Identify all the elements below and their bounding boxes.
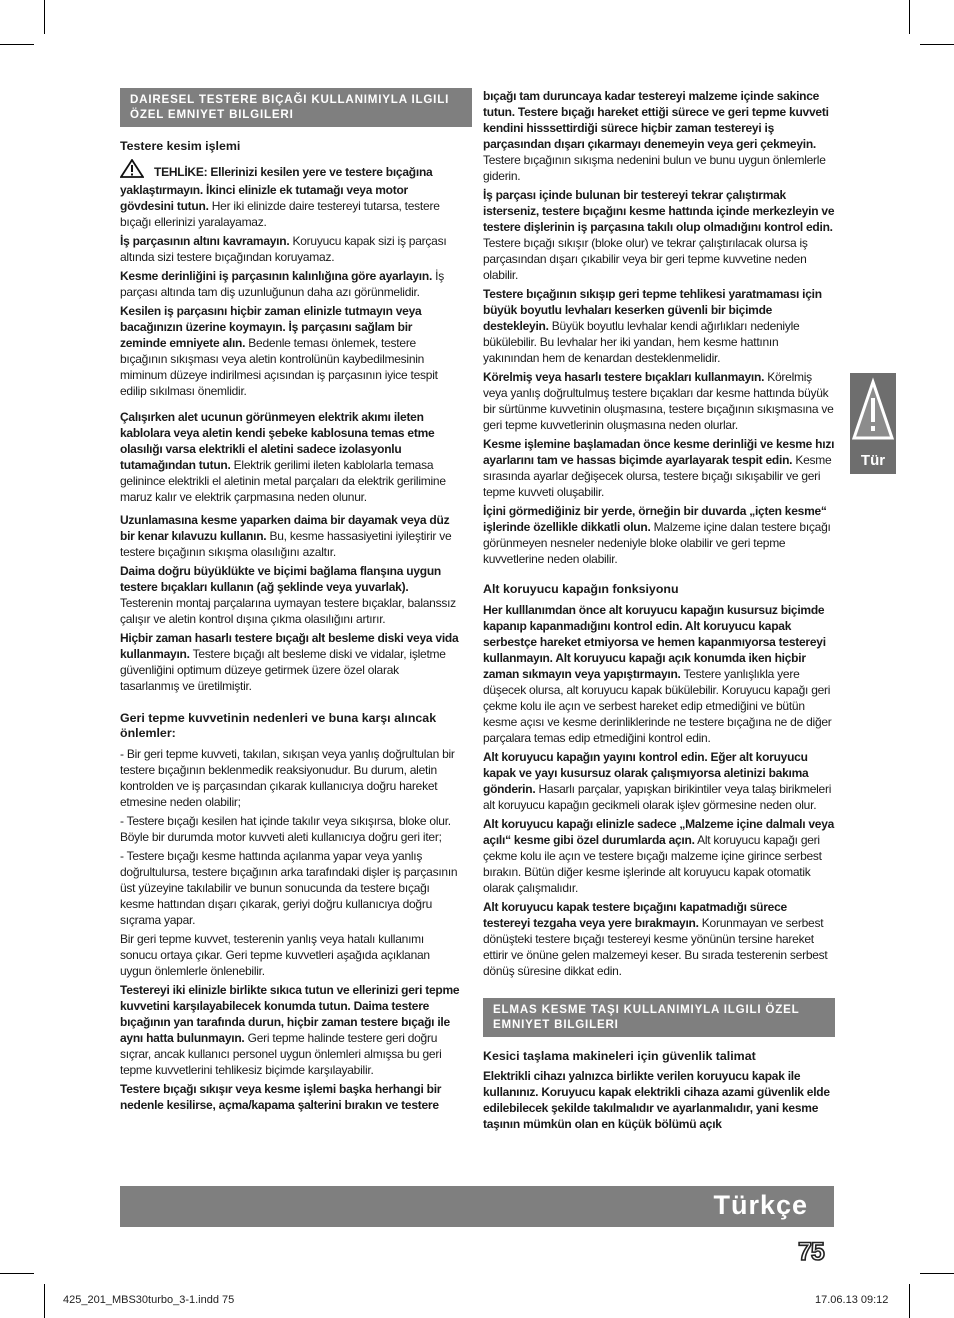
paragraph: Testere bıçağı sıkışır veya kesme işlemi başka herhangi bir nedenle kesilirse, açma/kapama şalterini bırakın ve testere: [120, 1081, 442, 1112]
paragraph: Çalışırken alet ucunun görünmeyen elektrik akımı ileten kablolara veya aletin kendi şebeke kablosuna temas etme olasılığı varsa elektrikli el aletini sadece izolasyonlu tutamağından tutun. Elektrik gerilimi ileten kablolarla temasa gelinince elektrikli el aletinin metal parçaları da elektrik gerilimine maruz kalır ve elektrik çarpmasına neden olunur.: [120, 409, 446, 504]
paragraph: Kesme işlemine başlamadan önce kesme derinliği ve kesme hızı ayarlarını tam ve hassas biçimde ayarlayarak tespit edin. Kesme sırasında ayarlar değişecek olursa, testere bıçağı sıkışabilir ve geri tepme kuvveti oluşabilir.: [483, 437, 835, 499]
subheading-sawing: Testere kesim işlemi: [120, 139, 241, 153]
footer-timestamp: 17.06.13 09:12: [815, 1294, 889, 1306]
warning-icon: [120, 159, 144, 182]
paragraph: bıçağı tam duruncaya kadar testereyi malzeme içinde sakince tutun. Testere bıçağı hareket ettiği sürece ve geri tepme kuvveti kendini hisssettirdiği sürece hiçbir zaman testereyi iş parçasından dışarı çıkarmayı denemeyin veya geri çekmeyin. Testere bıçağının sıkışma nedenini bulun ve bunu uygun önlemlerle giderin.: [483, 89, 829, 183]
paragraph: Testere bıçağının sıkışıp geri tepme tehlikesi yaratmaması için büyük boyutlu levhaları keserken güvenli bir biçimde destekleyin. Büyük boyutlu levhalar kendi ağırlıkları nedeniyle bükülebilir. Bu levhalar her iki yandan, hem kesme hattının yakınından hem de kenardan desteklenmelidir.: [483, 287, 822, 365]
paragraph: Her kulllanımdan önce alt koruyucu kapağın kusursuz biçimde kapanıp kapanmadığını kontrol edin. Alt koruyucu kapak serbestçe hareket etmiyorsa ve hemen kapanmıyorsa testereyi kullanmayın. Alt koruyucu kapağı açık konumda iken hiçbir zaman sıkmayın veya yapıştırmayın. Testere yanlışlıkla yere düşecek olursa, alt koruyucu kapak bükülebilir. Koruyucu kapağı geri çekme kolu ile açın ve serbest hareket edip etmediğini ve bütün kesme açısı ve kesme derinliklerinde ne testere bıçağına ne de diğer parçalara temas edip etmediğini kontrol edin.: [483, 602, 832, 745]
right-column: [483, 88, 835, 1135]
side-tab-label: Tür: [860, 452, 886, 469]
paragraph: Daima doğru büyüklükte ve biçimi bağlama flanşına uygun testere bıçakları kullanın (ağ şeklinde veya yuvarlak). Testerenin montaj parçalarına uymayan testere bıçaklar, balanssız çalışır ve aletin kontrol dışına çıkma olasılığını artırır.: [120, 563, 456, 626]
paragraph: Alt koruyucu kapağın yayını kontrol edin. Eğer alt koruyucu kapak ve yayı kusursuz olarak çalışmıyorsa aletinizi bakıma gönderin. Hasarlı parçalar, yapışkan birikintiler veya talaş birikmeleri alt koruyucu kapağın gecikmeli olarak işlev görmesine neden olur.: [483, 749, 832, 812]
paragraph: Kesilen iş parçasını hiçbir zaman elinizle tutmayın veya bacağınızın üzerine koymayın. İş parçasını sağlam bir zeminde emniyete alın. Bedenle teması önlemek, testere bıçağının sıkışması veya aletin kontrolünün kaybedilmesinin miminum düzeye indirilmesi açısından iş parçasının iyice tespit edilip sıkılması önemlidir.: [120, 303, 438, 398]
paragraph: Uzunlamasına kesme yaparken daima bir dayamak veya düz bir kenar kılavuzu kullanın. Bu, kesme hassasiyetini iyileştirir ve testere bıçağının sıkışma olasılığını azaltır.: [120, 512, 452, 559]
paragraph: Elektrikli cihazı yalnızca birlikte verilen koruyucu kapak ile kullanınız. Koruyucu kapak elektrikli cihaza azami güvenlik elde edilebilecek şekilde takılmalıdır ve ayarlanmalıdır, yani kesme taşının mümkün olan en küçük bölümü açık: [483, 1069, 830, 1131]
subheading-cutting-grinder: Kesici taşlama makineleri için güvenlik talimat: [483, 1048, 756, 1063]
left-column: [120, 88, 460, 1116]
subheading-kickback: Geri tepme kuvvetinin nedenleri ve buna karşı alıncak önlemler:: [120, 710, 437, 740]
paragraph: Alt koruyucu kapak testere bıçağını kapatmadığı sürece testereyi tezgaha veya yere bırakmayın. Korunmayan ve serbest dönüşteki testere bıçağı testereyi kesme yönünün tersine hareket ettirir ve önüne gelen malzemeyi keser. Bu sırada testerenin serbest dönüş süresine dikkat edin.: [483, 899, 828, 978]
paragraph: Kesme derinliğini iş parçasının kalınlığına göre ayarlayın. İş parçası altında tam diş uzunluğunun daha azı görünmelidir.: [120, 268, 444, 299]
section-header-circular-saw: DAIRESEL TESTERE BIÇAĞI KULLANIMIYLA ILGILI ÖZEL EMNIYET BILGILERI: [120, 88, 472, 127]
warning-icon: [852, 376, 894, 451]
paragraph: Körelmiş veya hasarlı testere bıçakları kullanmayın. Körelmiş veya yanlış doğrultulmuş testere bıçakları dar kesme hattında büyük bir sürtünme kuvvetinin oluşmasına, testere bıçağının sıkışmasına ve geri tepme kuvvetlerinin oluşmasına neden olurlar.: [483, 370, 834, 432]
paragraph: İş parçası içinde bulunan bir testereyi tekrar çalıştırmak isterseniz, testere bıçağını kesme hattında içinde merkezleyin ve testere dişlerinin iş parçasına takılı olup olmadığını kontrol edin. Testere bıçağı sıkışır (bloke olur) ve tekrar çalıştırılacak olursa iş parçasından dışarı çıkabilir veya bir geri tepme kuvvetine neden olabilir.: [483, 188, 835, 282]
paragraph: - Testere bıçağı kesme hattında açılanma yapar veya yanlış doğrultulursa, testere bıçağının arka tarafındaki dişler iş parçasının üst yüzeyine takılabilir ve bunun sonucunda da testere bıçağı kesme hattından dışarı çıkarak, geriyi doğru kullanıcıya doğru sıçrama yapar.: [120, 848, 458, 927]
paragraph: İş parçasının altını kavramayın. Koruyucu kapak sizi iş parçası altında sizi testere bıçağından koruyamaz.: [120, 233, 447, 264]
language-bar: [120, 1186, 834, 1227]
page-number: 75: [798, 1238, 824, 1266]
section-header-diamond-disc: ELMAS KESME TAŞI KULLANIMIYLA ILGILI ÖZEL EMNIYET BILGILERI: [483, 998, 835, 1037]
paragraph-danger: TEHLİKE: Ellerinizi kesilen yere ve testere bıçağına yaklaştırmayın. İkinci elinizle ek tutamağı veya motor gövdesini tutun. Her iki elinizde daire testereyi tutarsa, testere bıçağı ellerinizi yaralayamaz.: [120, 159, 460, 230]
paragraph: - Testere bıçağı kesilen hat içinde takılır veya sıkışırsa, bloke olur. Böyle bir durumda motor kuvveti aleti kullanıcıya doğru geri iter;: [120, 813, 451, 844]
paragraph: Testereyi iki elinizle birlikte sıkıca tutun ve ellerinizi geri tepme kuvvetini karşılayabilecek konumda tutun. Daima testere bıçağının yan tarafında durun, hiçbir zaman testere bıçağı ile aynı hatta bulunmayın. Geri tepme halinde testere geri doğru sıçrar, ancak kullanıcı personel uygun önlemleri almışsa bu geri tepme kuvvetlerini tehlikesiz biçimde karşılayabilir.: [120, 982, 460, 1077]
paragraph: Alt koruyucu kapağı elinizle sadece „Malzeme içine dalmalı veya açılı“ kesme gibi özel durumlarda açın. Alt koruyucu kapağı geri çekme kolu ile açın ve testere bıçağı malzeme içine girince serbest bırakın. Bütün diğer kesme işlerinde alt koruyucu kapak otomatik olarak çalışmalıdır.: [483, 816, 835, 895]
paragraph: İçini görmediğiniz bir yerde, örneğin bir duvarda „içten kesme“ işlerinde özellikle dikkatli olun. Malzeme içine dalan testere bıçağı görünmeyen nesneler nedeniyle bloke olabilir ve geri tepme kuvvetlerine neden olabilir.: [483, 504, 831, 566]
paragraph: Hiçbir zaman hasarlı testere bıçağı alt besleme diski veya vida kullanmayın. Testere bıçağı alt besleme diski ve vidalar, işletme güvenliğini optimum düzeye getirmek üzere özel olarak tasarlanmış ve üretilmiştir.: [120, 630, 459, 693]
footer-filename: 425_201_MBS30turbo_3-1.indd 75: [63, 1294, 235, 1306]
paragraph: Bir geri tepme kuvvet, testerenin yanlış veya hatalı kullanımı sonucu ortaya çıkar. Geri tepme kuvvetleri aşağıda açıklanan uygun önlemlerle önlenebilir.: [120, 931, 430, 978]
subheading-lower-guard: Alt koruyucu kapağın fonksiyonu: [483, 582, 679, 596]
language-title: Türkçe: [713, 1190, 808, 1220]
language-side-tab: [850, 373, 896, 474]
paragraph: - Bir geri tepme kuvveti, takılan, sıkışan veya yanlış doğrultulan bir testere bıçağının beklenmedik reaksiyonudur. Bu durum, aletin kontrolden ve iş parçasından çıkarak kullanıcıya doğru hareket etmesine neden olabilir;: [120, 746, 455, 809]
